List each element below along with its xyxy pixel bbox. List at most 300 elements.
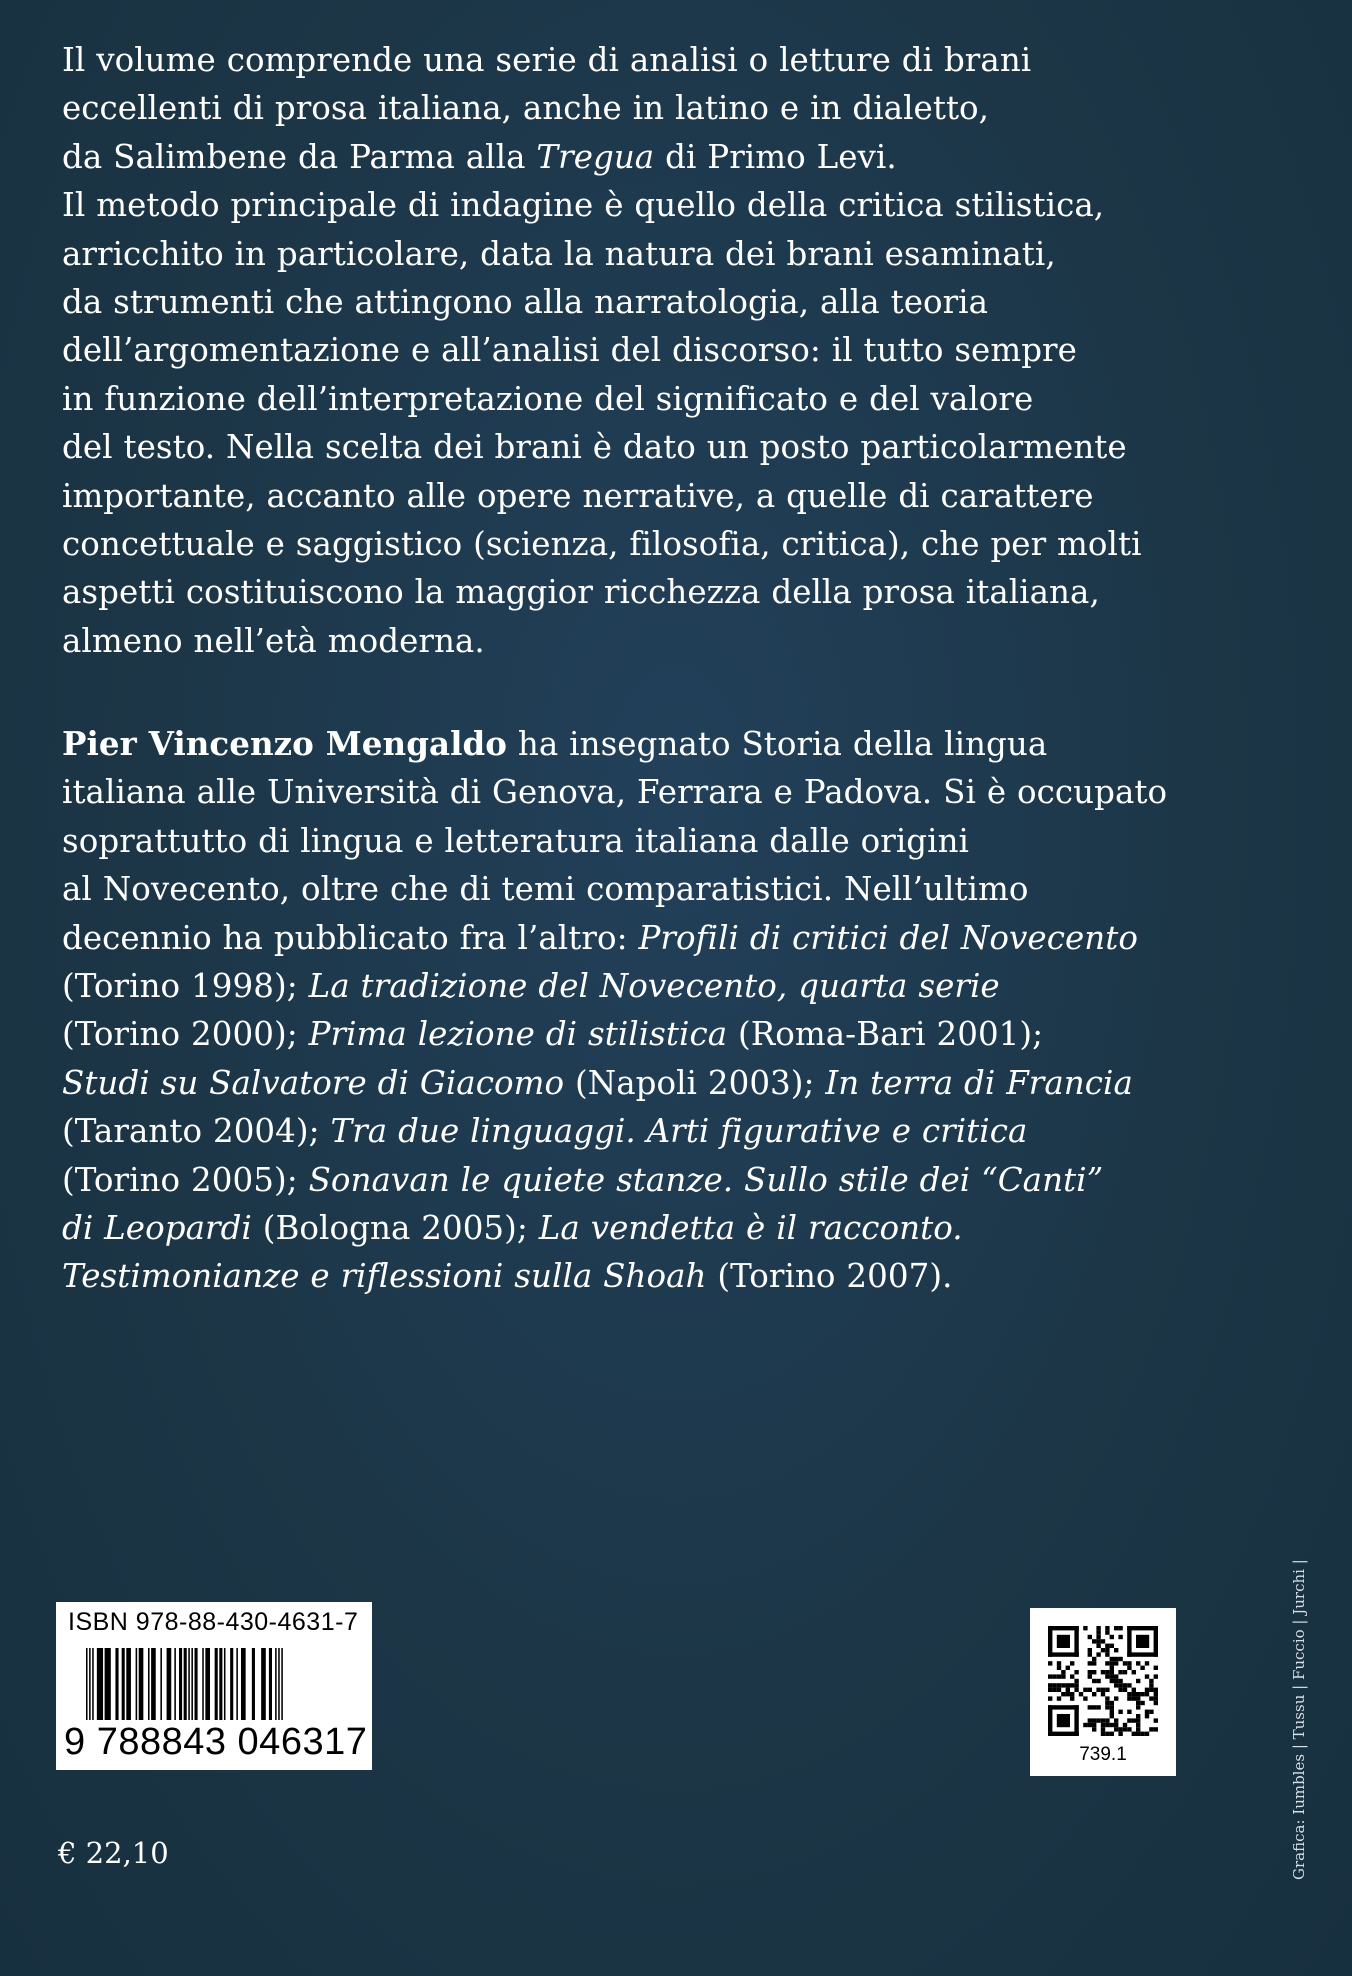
barcode-bar [278,1648,280,1720]
qr-module [1048,1688,1052,1692]
qr-module [1149,1683,1153,1687]
qr-module [1136,1679,1140,1683]
qr-module [1083,1696,1087,1700]
qr-module [1132,1670,1136,1674]
qr-module [1149,1710,1153,1714]
barcode-bar [151,1648,156,1720]
qr-module [1070,1661,1074,1665]
qr-module [1057,1635,1070,1648]
barcode-icon [64,1648,364,1720]
price: € 22,10 [58,1836,169,1870]
qr-module [1132,1692,1136,1696]
qr-module [1114,1696,1118,1700]
text-segment: dell’argomentazione e all’analisi del discorso: il tutto sempre [62,331,1077,370]
barcode-bar [202,1648,204,1720]
qr-module [1145,1688,1149,1692]
qr-module [1096,1679,1100,1683]
qr-module [1070,1674,1074,1678]
qr-module [1070,1683,1074,1687]
text-line [62,84,1122,132]
qr-module [1101,1718,1105,1722]
qr-module [1105,1718,1109,1722]
text-segment: (Taranto 2004); [62,1112,331,1151]
qr-module [1048,1732,1079,1736]
italic-title: Prima lezione di stilistica [308,1015,728,1054]
qr-module [1149,1727,1153,1731]
text-line [62,1156,1122,1204]
isbn-barcode-label [56,1602,372,1770]
qr-module [1092,1692,1096,1696]
qr-module [1096,1639,1100,1643]
qr-module [1127,1661,1131,1665]
qr-module [1136,1692,1140,1696]
qr-module [1088,1674,1092,1678]
qr-module [1136,1661,1140,1665]
italic-title: La tradizione del Novecento, quarta serie [308,967,1000,1006]
qr-module [1118,1710,1122,1714]
text-line [62,520,1142,568]
qr-module [1096,1718,1100,1722]
qr-module [1118,1732,1122,1736]
qr-module [1127,1718,1131,1722]
barcode-bar [115,1648,118,1720]
text-segment: aspetti costituiscono la maggior ricchezza della prosa italiana, [62,573,1100,612]
qr-module [1123,1688,1127,1692]
text-segment: (Bologna 2005); [251,1209,539,1248]
qr-module [1074,1670,1078,1674]
qr-module [1079,1692,1083,1696]
qr-module [1052,1674,1056,1678]
qr-module [1105,1670,1109,1674]
italic-title: In terra di Francia [825,1063,1133,1102]
qr-module [1057,1696,1061,1700]
qr-module [1092,1639,1096,1643]
qr-module [1083,1626,1087,1630]
graphic-credit: Grafica: Iumbles | Tussu | Fuccio | Jurchi | [1290,1559,1308,1880]
text-segment: da strumenti che attingono alla narratologia, alla teoria [62,283,989,322]
qr-module [1123,1661,1127,1665]
qr-module [1096,1705,1100,1709]
qr-module [1052,1688,1056,1692]
qr-module [1118,1688,1122,1692]
qr-module [1105,1630,1109,1634]
qr-module [1048,1626,1052,1657]
qr-module [1132,1688,1136,1692]
qr-module [1105,1688,1109,1692]
qr-module [1132,1696,1136,1700]
qr-module [1154,1696,1158,1700]
text-line [62,181,1122,229]
qr-module [1057,1666,1061,1670]
text-segment: Il metodo principale di indagine è quello della critica stilistica, [62,186,1105,225]
barcode-bar [275,1648,277,1720]
qr-module [1154,1626,1158,1657]
qr-module [1127,1692,1131,1696]
text-segment: italiana alle Università di Genova, Ferrara e Padova. Si è occupato [62,773,1168,812]
barcode-bar [167,1648,172,1720]
qr-module [1088,1648,1092,1652]
qr-module [1092,1657,1096,1661]
qr-module [1127,1666,1131,1670]
qr-module [1136,1727,1140,1731]
qr-module [1048,1674,1052,1678]
qr-module [1048,1626,1079,1630]
text-segment: eccellenti di prosa italiana, anche in latino e in dialetto, [62,89,990,128]
text-segment: (Torino 1998); [62,967,309,1006]
qr-module [1061,1670,1065,1674]
qr-module [1118,1657,1122,1661]
qr-module [1105,1674,1109,1678]
text-line [62,817,1122,865]
text-segment: almeno nell’età moderna. [62,621,485,660]
qr-module [1048,1705,1052,1736]
qr-module [1048,1705,1079,1709]
italic-title: Testimonianze e riflessioni sulla Shoah [62,1257,707,1296]
text-segment: da Salimbene da Parma alla [62,137,537,176]
qr-module [1110,1732,1114,1736]
qr-module [1105,1696,1109,1700]
qr-module [1136,1718,1140,1722]
qr-module [1136,1701,1140,1705]
qr-module [1114,1683,1118,1687]
qr-module [1092,1718,1096,1722]
text-line [62,36,1122,84]
qr-module [1118,1635,1122,1639]
barcode-bar [224,1648,226,1720]
qr-module [1083,1688,1087,1692]
text-line [62,720,1122,768]
barcode-bar [236,1648,238,1720]
description-paragraph [62,36,1142,665]
text-segment: (Torino 2007). [706,1257,953,1296]
qr-module [1132,1718,1136,1722]
qr-module [1114,1679,1118,1683]
text-line [62,568,1122,616]
qr-code-number: 739.1 [1079,1744,1127,1765]
qr-module [1088,1688,1092,1692]
qr-module [1114,1626,1118,1630]
qr-module [1066,1688,1070,1692]
qr-module [1066,1683,1070,1687]
text-segment: (Torino 2005); [62,1160,309,1199]
qr-module [1105,1626,1109,1630]
italic-title: Profili di critici del Novecento [638,918,1138,957]
text-line [62,962,1122,1010]
isbn-text: ISBN 978-88-430-4631-7 [68,1608,359,1636]
qr-module [1057,1714,1070,1727]
qr-module [1110,1635,1114,1639]
text-segment: ha insegnato Storia della lingua [506,725,1048,763]
qr-module [1110,1679,1114,1683]
text-line [62,1010,1122,1058]
qr-module [1154,1718,1158,1722]
qr-module [1127,1710,1131,1714]
text-line [62,1107,1122,1155]
qr-module [1048,1661,1052,1665]
qr-module [1110,1723,1114,1727]
qr-module [1101,1639,1105,1643]
qr-module [1136,1635,1149,1648]
barcode-bar [139,1648,144,1720]
qr-module [1127,1626,1131,1657]
qr-module [1101,1648,1105,1652]
qr-module [1096,1644,1100,1648]
text-segment: Il volume comprende una serie di analisi o letture di brani [62,41,1032,79]
qr-module [1092,1723,1096,1727]
qr-module [1145,1692,1149,1696]
qr-module [1127,1626,1158,1630]
barcode-bar [261,1648,266,1720]
qr-module [1127,1683,1131,1687]
text-line [62,1252,1122,1300]
qr-module [1123,1723,1127,1727]
qr-module [1048,1696,1052,1700]
qr-module [1092,1705,1096,1709]
barcode-bar [281,1648,283,1720]
qr-module [1101,1727,1105,1731]
barcode-bar [92,1648,94,1720]
text-line [62,423,1127,471]
qr-module [1154,1674,1158,1678]
barcode-bar [219,1648,222,1720]
text-line [62,230,1122,278]
qr-module [1123,1683,1127,1687]
qr-module [1070,1696,1074,1700]
qr-module [1074,1705,1078,1736]
qr-module [1110,1705,1114,1709]
qr-module [1092,1670,1096,1674]
qr-module [1118,1670,1122,1674]
qr-module [1140,1701,1144,1705]
qr-module [1110,1714,1114,1718]
qr-module [1088,1723,1092,1727]
italic-title: Studi su Salvatore di Giacomo [62,1063,565,1102]
qr-module [1145,1674,1149,1678]
text-line [62,472,1122,520]
qr-module [1114,1648,1118,1652]
qr-module [1110,1644,1114,1648]
text-segment: decennio ha pubblicato fra l’altro: [62,918,639,957]
text-line [62,326,1122,374]
qr-module [1066,1692,1070,1696]
qr-module [1136,1714,1140,1718]
qr-module [1061,1692,1065,1696]
text-segment: in funzione dell’interpretazione del significato e del valore [62,379,1034,418]
qr-module [1066,1666,1070,1670]
qr-module [1149,1679,1153,1683]
barcode-bar [136,1648,138,1720]
text-line [62,278,1122,326]
qr-module [1118,1727,1122,1731]
qr-module [1114,1727,1118,1731]
text-segment: di Primo Levi. [654,137,897,176]
qr-module [1114,1657,1118,1661]
text-line [62,133,1122,181]
qr-module [1057,1683,1061,1687]
qr-module [1105,1705,1109,1709]
qr-module [1154,1688,1158,1692]
barcode-bar [184,1648,187,1720]
italic-title: La vendetta è il racconto. [538,1209,963,1248]
qr-module [1154,1727,1158,1731]
qr-module [1105,1648,1109,1652]
qr-module [1096,1688,1100,1692]
qr-module [1123,1670,1127,1674]
qr-module [1101,1688,1105,1692]
qr-module [1101,1732,1105,1736]
qr-module [1149,1688,1153,1692]
qr-module [1088,1652,1092,1656]
qr-module [1127,1727,1131,1731]
qr-module [1118,1626,1122,1630]
qr-module [1101,1723,1105,1727]
barcode-bar [191,1648,193,1720]
barcode-bar [252,1648,255,1720]
qr-module [1057,1688,1061,1692]
qr-module [1088,1661,1092,1665]
barcode-bar [215,1648,218,1720]
qr-module [1061,1674,1065,1678]
qr-module [1105,1661,1109,1665]
qr-module [1096,1635,1100,1639]
text-segment: concettuale e saggistico (scienza, filosofia, critica), che per molti [62,525,1142,564]
barcode-bar [205,1648,210,1720]
text-line [62,1204,1122,1252]
qr-module [1145,1661,1149,1665]
barcode-bar [97,1648,103,1720]
barcode-bar [188,1648,190,1720]
italic-title: Tra due linguaggi. Arti figurative e critica [330,1112,1028,1151]
italic-title: di Leopardi [62,1209,252,1248]
author-bio-paragraph [62,720,1168,1301]
qr-module [1061,1683,1065,1687]
qr-module [1096,1652,1100,1656]
qr-module [1105,1701,1109,1705]
qr-module [1136,1732,1140,1736]
qr-module [1136,1723,1140,1727]
qr-module [1088,1635,1092,1639]
text-line [62,1059,1133,1107]
qr-module [1110,1666,1114,1670]
qr-module [1140,1692,1144,1696]
qr-module [1101,1692,1105,1696]
text-line [62,375,1122,423]
qr-module [1074,1683,1078,1687]
graphic-credit-container [1270,1560,1310,1880]
qr-module [1096,1626,1100,1630]
text-segment: (Napoli 2003); [564,1063,826,1102]
qr-module [1136,1696,1140,1700]
qr-module [1110,1657,1114,1661]
barcode-bar [89,1648,91,1720]
qr-module [1114,1674,1118,1678]
barcode-bar [195,1648,198,1720]
qr-module [1140,1732,1144,1736]
qr-module [1110,1661,1114,1665]
qr-module [1101,1670,1105,1674]
barcode-bar [269,1648,272,1720]
qr-module [1110,1710,1114,1714]
qr-module [1048,1652,1079,1656]
author-name: Pier Vincenzo Mengaldo [62,724,507,763]
text-line [62,617,1122,665]
barcode-bar [160,1648,162,1720]
qr-code-icon [1048,1626,1158,1736]
qr-module [1096,1630,1100,1634]
qr-module [1132,1732,1136,1736]
qr-module [1154,1692,1158,1696]
qr-module [1127,1696,1131,1700]
qr-module [1136,1705,1140,1709]
text-line [62,865,1122,913]
barcode-bar [86,1648,88,1720]
barcode-number: 9 788843 046317 [64,1721,368,1763]
qr-module [1114,1723,1118,1727]
text-line [62,768,1168,816]
text-line [62,914,1138,962]
qr-module [1074,1688,1078,1692]
text-segment: al Novecento, oltre che di temi comparatistici. Nell’ultimo [62,870,1029,909]
qr-module [1105,1732,1109,1736]
italic-title: Tregua [536,137,655,176]
qr-module [1070,1692,1074,1696]
qr-module [1118,1679,1122,1683]
qr-module [1118,1683,1122,1687]
qr-module [1074,1626,1078,1657]
qr-code-label [1030,1608,1176,1776]
italic-title: Sonavan le quiete stanze. Sullo stile dei “Canti” [308,1160,1104,1199]
qr-module [1145,1710,1149,1714]
qr-module [1145,1732,1149,1736]
text-segment: (Roma-Bari 2001); [727,1015,1044,1054]
text-segment: soprattutto di lingua e letteratura italiana dalle origini [62,821,970,860]
barcode-bar [148,1648,150,1720]
qr-module [1154,1701,1158,1705]
qr-module [1105,1652,1109,1656]
qr-module [1110,1670,1114,1674]
qr-module [1154,1666,1158,1670]
qr-module [1048,1683,1052,1687]
barcode-bar [105,1648,111,1720]
barcode-bar [230,1648,233,1720]
qr-module [1149,1696,1153,1700]
text-segment: (Torino 2000); [62,1015,309,1054]
qr-module [1092,1661,1096,1665]
qr-module [1123,1727,1127,1731]
qr-module [1110,1701,1114,1705]
qr-module [1052,1683,1056,1687]
qr-module [1127,1652,1158,1656]
qr-module [1114,1718,1118,1722]
qr-module [1140,1666,1144,1670]
qr-module [1092,1727,1096,1731]
barcode-bar [126,1648,131,1720]
qr-module [1057,1674,1061,1678]
qr-module [1110,1674,1114,1678]
qr-module [1074,1679,1078,1683]
barcode-bar [174,1648,176,1720]
qr-module [1105,1723,1109,1727]
qr-module [1088,1670,1092,1674]
text-segment: importante, accanto alle opere nerrative, a quelle di carattere [62,476,1094,515]
qr-module [1088,1718,1092,1722]
qr-module [1057,1661,1061,1665]
qr-module [1145,1714,1149,1718]
text-segment: del testo. Nella scelta dei brani è dato un posto particolarmente [62,428,1127,467]
qr-module [1114,1661,1118,1665]
barcode-bar [122,1648,125,1720]
qr-module [1092,1679,1096,1683]
